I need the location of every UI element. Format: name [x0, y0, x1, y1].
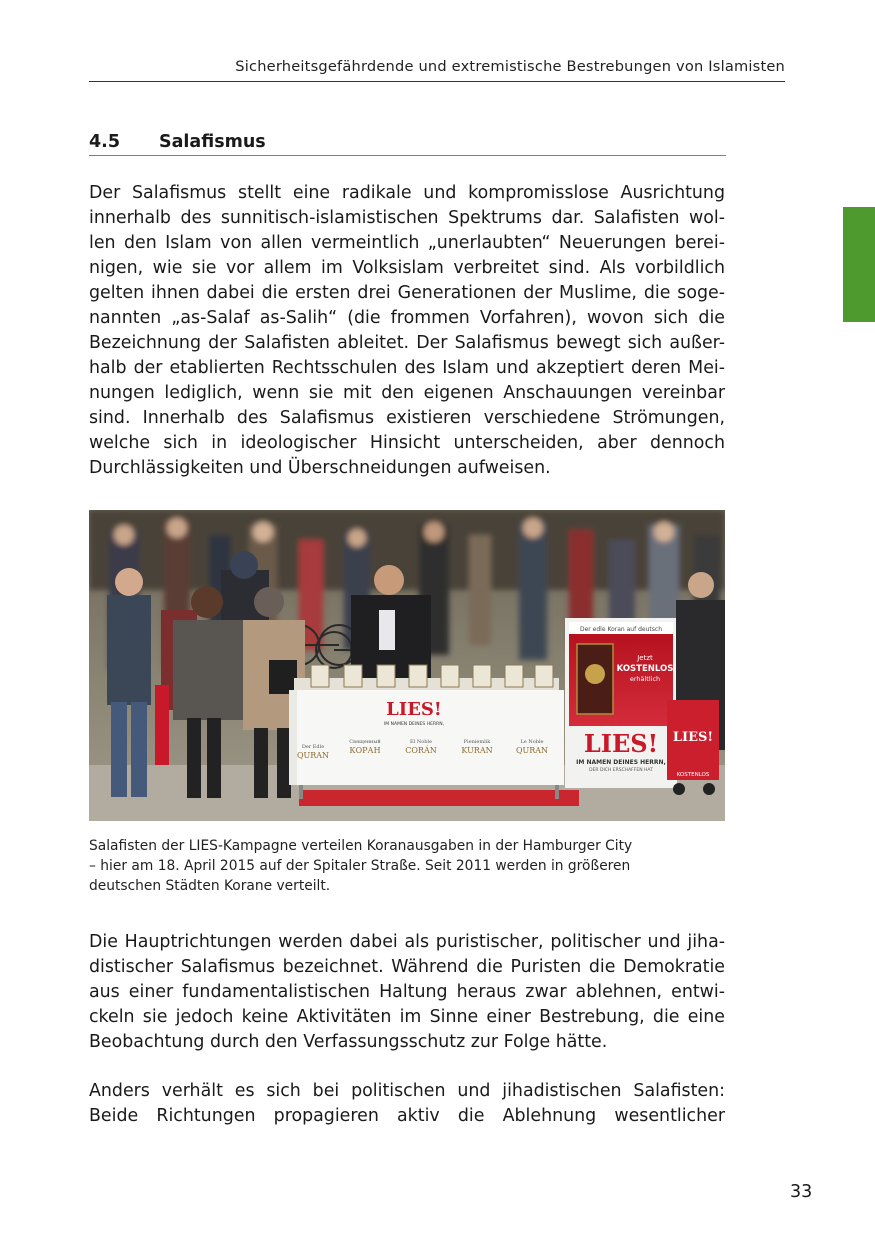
- text-line: nungen lediglich, wenn sie mit den eigenen Anschauungen vereinbar: [89, 383, 725, 403]
- text-line: Beobachtung durch den Verfassungsschutz zur Folge hätte.: [89, 1032, 608, 1052]
- poster-offer-line2: KOSTENLOS: [616, 664, 674, 674]
- poster-offer-line3: erhältlich: [629, 675, 661, 683]
- text-line: ckeln sie jedoch keine Aktivitäten im Sinne einer Bestrebung, die eine: [89, 1007, 725, 1027]
- text-line: halb der etablierten Rechtsschulen des Islam und akzeptiert deren Mei-: [89, 358, 725, 378]
- running-header-title: Sicherheitsgefährdende und extremistische Bestrebungen von Islamisten: [235, 58, 785, 75]
- text-line: innerhalb des sunnitisch-islamistischen Spektrums dar. Salafisten wol-: [89, 208, 725, 228]
- quran-label-top: Pieniemlik: [463, 739, 491, 745]
- quran-label-top: Der Edle: [301, 744, 325, 750]
- text-line: sind. Innerhalb des Salafismus existieren verschiedene Strömungen,: [89, 408, 725, 428]
- text-line: aus einer fundamentalistischen Haltung heraus zwar ablehnen, entwi-: [89, 982, 725, 1002]
- photo-lies-campaign: [89, 510, 725, 821]
- section-heading: [89, 131, 726, 156]
- paragraph-intro: [89, 181, 725, 481]
- quran-label-bottom: QURAN: [515, 746, 549, 755]
- banner-subtitle: IM NAMEN DEINES HERRN,: [383, 722, 445, 727]
- section-number: 4.5: [89, 132, 121, 152]
- photo-illustration: [89, 510, 725, 821]
- caption-line: – hier am 18. April 2015 auf der Spitaler Straße. Seit 2011 werden in größeren: [89, 858, 631, 874]
- poster-top-line: Der edle Koran auf deutsch: [580, 626, 662, 633]
- text-line: len den Islam von allen vermeintlich „unerlaubten“ Neuerungen berei-: [89, 233, 725, 253]
- poster-line2: DER DICH ERSCHAFFEN HAT: [589, 768, 653, 773]
- section-title: Salafismus: [159, 132, 266, 152]
- text-line: Bezeichnung der Salafisten ableitet. Der Salafismus bewegt sich außer-: [89, 333, 725, 353]
- text-line: welche sich in ideologischer Hinsicht unterscheiden, aber dennoch: [89, 433, 725, 453]
- poster-logo: LIES!: [583, 729, 659, 758]
- trolley-logo: LIES!: [672, 730, 714, 745]
- text-line: gelten ihnen dabei die ersten drei Generationen der Muslime, die soge-: [89, 283, 725, 303]
- poster-line1: IM NAMEN DEINES HERRN,: [576, 759, 666, 766]
- quran-label-top: Священный: [349, 739, 381, 745]
- text-line: Anders verhält es sich bei politischen und jihadistischen Salafisten:: [89, 1081, 725, 1101]
- paragraph-political-jihadist: [89, 1079, 725, 1129]
- page-number: 33: [790, 1182, 813, 1202]
- quran-label-top: Le Noble: [520, 739, 544, 745]
- poster-offer-line1: Jetzt: [637, 654, 653, 662]
- quran-label-bottom: KURAN: [461, 746, 493, 755]
- quran-label-bottom: CORÁN: [405, 746, 437, 755]
- caption-line: deutschen Städten Korane verteilt.: [89, 878, 331, 894]
- running-header: [89, 58, 785, 82]
- text-line: Der Salafismus stellt eine radikale und kompromisslose Ausrichtung: [89, 183, 725, 203]
- quran-label-top: El Noble: [410, 739, 432, 745]
- photo-caption: [89, 836, 725, 896]
- chapter-tab: [843, 207, 875, 322]
- text-line: Die Hauptrichtungen werden dabei als puristischer, politischer und jiha-: [89, 932, 725, 952]
- text-line: nigen, wie sie vor allem im Volksislam verbreitet sind. Als vorbildlich: [89, 258, 725, 278]
- caption-line: Salafisten der LIES-Kampagne verteilen Koranausgaben in der Hamburger City: [89, 838, 633, 854]
- paragraph-main-directions: [89, 930, 725, 1055]
- text-line: nannten „as-Salaf as-Salih“ (die frommen Vorfahren), wovon sich die: [89, 308, 725, 328]
- banner-logo: LIES!: [386, 699, 442, 720]
- text-line: Beide Richtungen propagieren aktiv die Ablehnung wesentlicher: [89, 1106, 725, 1126]
- quran-label-bottom: КОРАН: [349, 746, 381, 755]
- trolley-bottom-text: KOSTENLOS: [676, 772, 710, 778]
- text-line: Durchlässigkeiten und Überschneidungen aufweisen.: [89, 458, 551, 478]
- text-line: distischer Salafismus bezeichnet. Während die Puristen die Demokratie: [89, 957, 725, 977]
- quran-label-bottom: QURAN: [296, 751, 330, 760]
